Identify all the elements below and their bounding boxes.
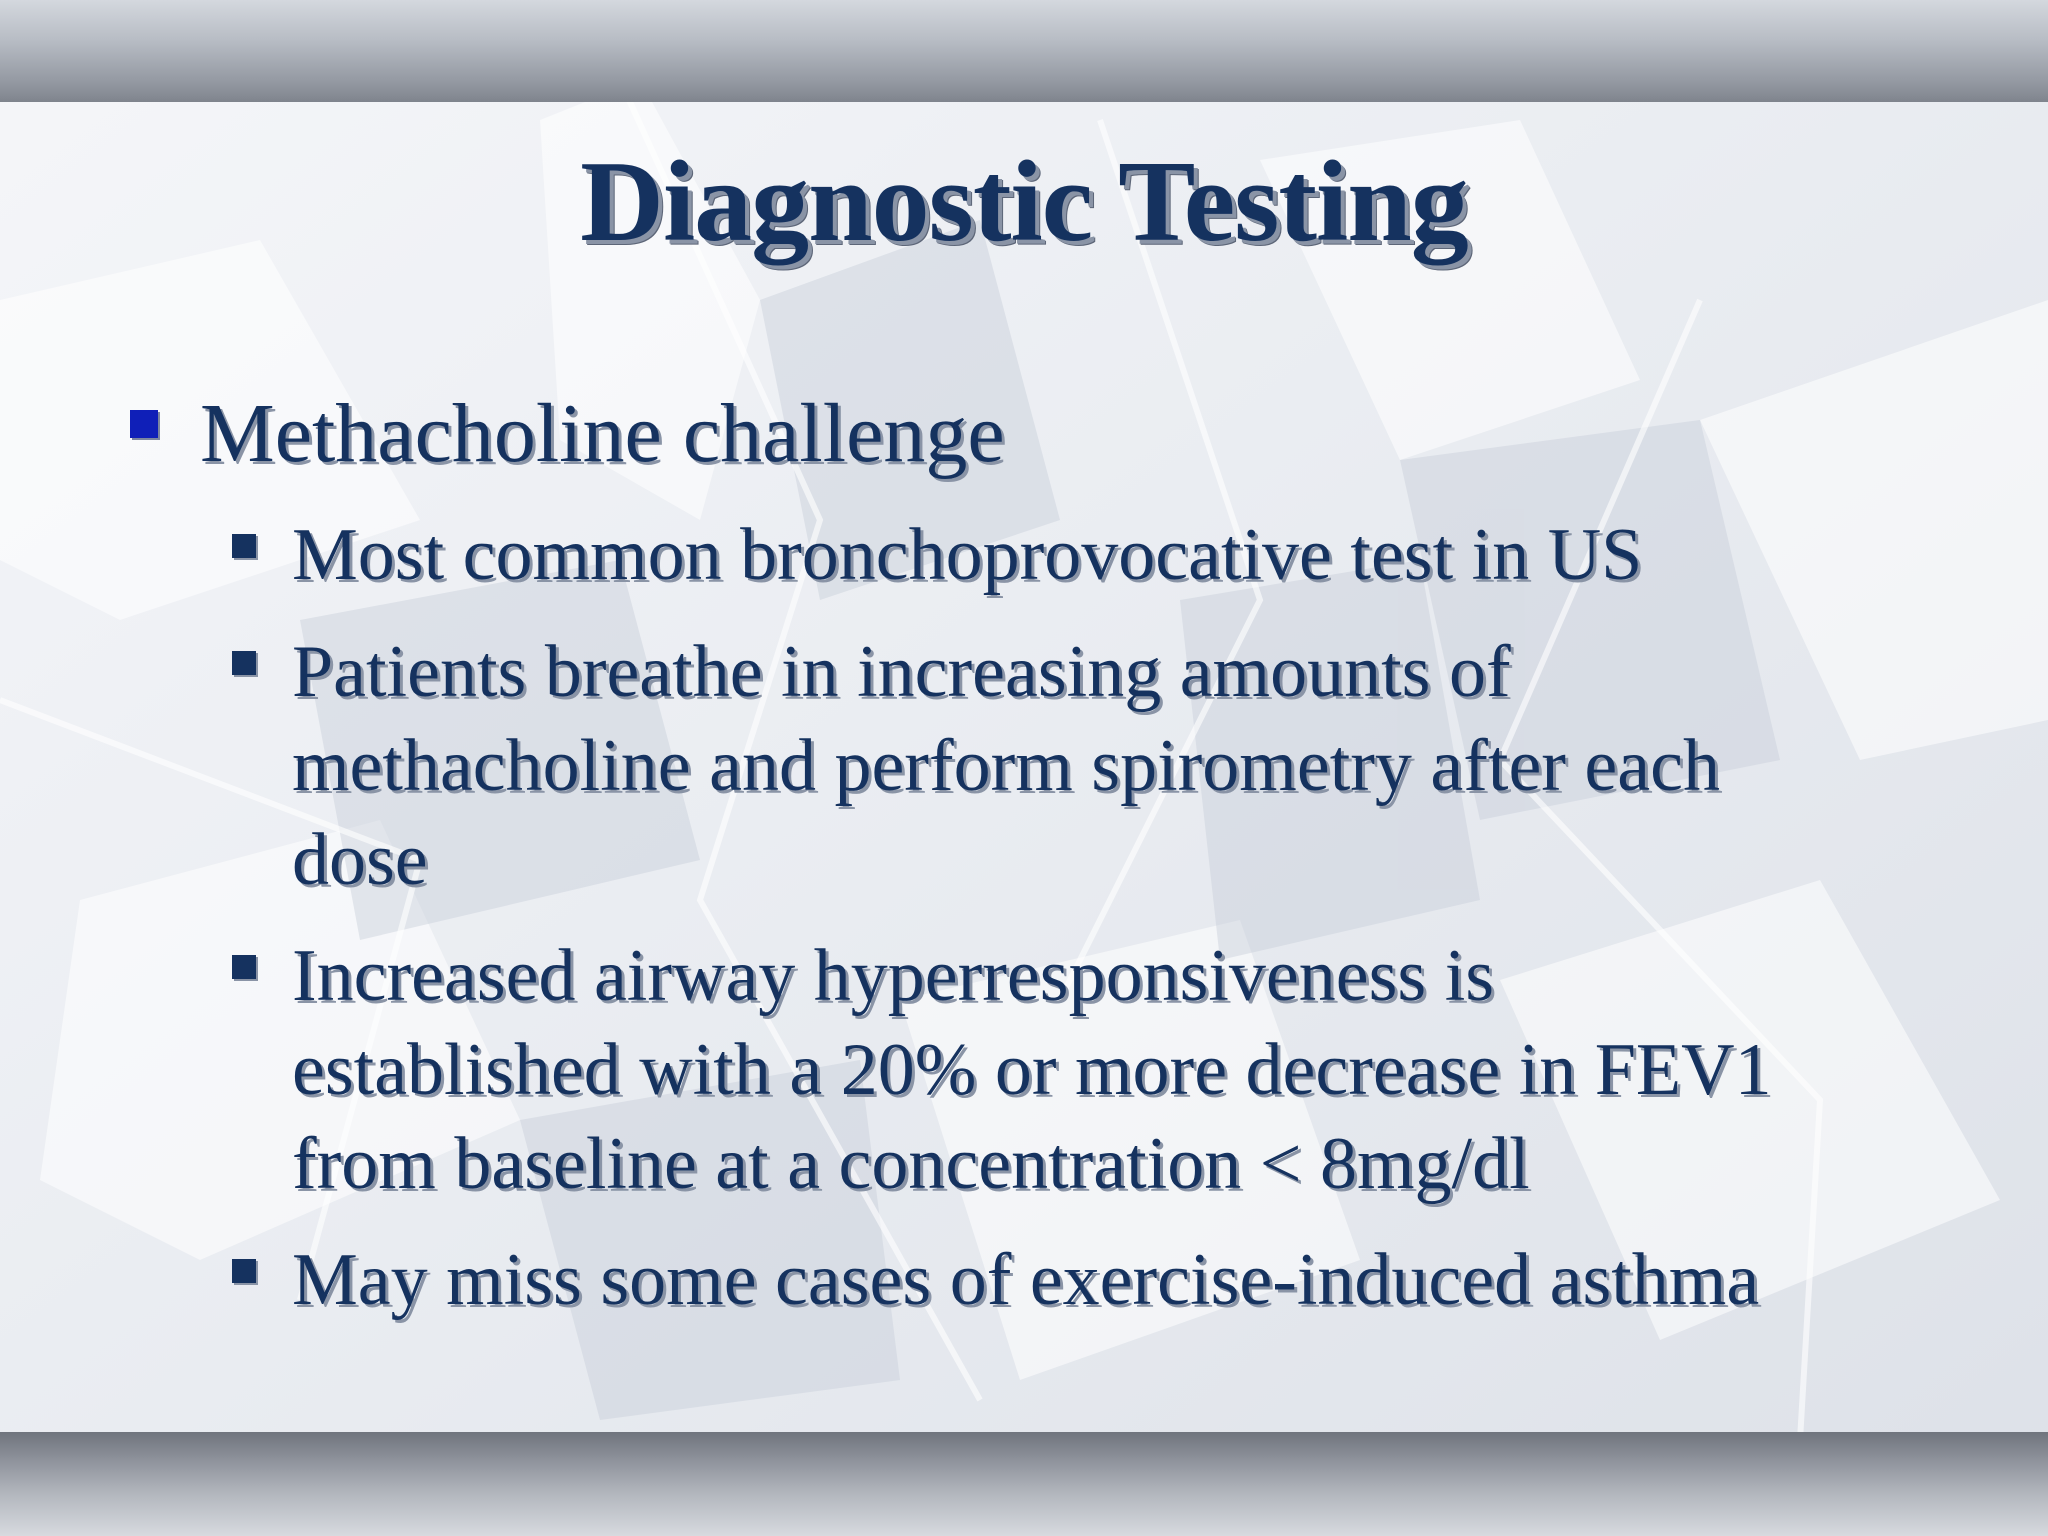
sub-bullet-line: dose (292, 819, 428, 901)
square-bullet-icon (232, 534, 256, 558)
sub-bullet-line: Increased airway hyperresponsiveness is (292, 935, 1495, 1017)
sub-bullet-most-common (292, 508, 1992, 602)
sub-bullet-patients-breathe (292, 625, 1992, 907)
sub-bullet-line: May miss some cases of exercise-induced asthma (292, 1239, 1760, 1321)
sub-bullet-line: from baseline at a concentration < 8mg/dl (292, 1123, 1530, 1205)
square-bullet-icon (232, 651, 256, 675)
slide-title: Diagnostic Testing (580, 138, 1468, 266)
bullet-text: Methacholine challenge (200, 387, 1005, 480)
sub-bullet-increased-airway (292, 929, 1992, 1211)
sub-bullet-line: methacholine and perform spirometry after each (292, 725, 1720, 807)
sub-bullet-may-miss (292, 1233, 1992, 1327)
square-bullet-icon (232, 955, 256, 979)
sub-bullet-line: Patients breathe in increasing amounts of (292, 631, 1511, 713)
sub-bullet-line: Most common bronchoprovocative test in US (292, 514, 1643, 596)
square-bullet-icon (232, 1259, 256, 1283)
bullet-methacholine-challenge (200, 384, 1005, 484)
sub-bullet-line: established with a 20% or more decrease in FEV1 (292, 1029, 1772, 1111)
square-bullet-icon (130, 410, 158, 438)
